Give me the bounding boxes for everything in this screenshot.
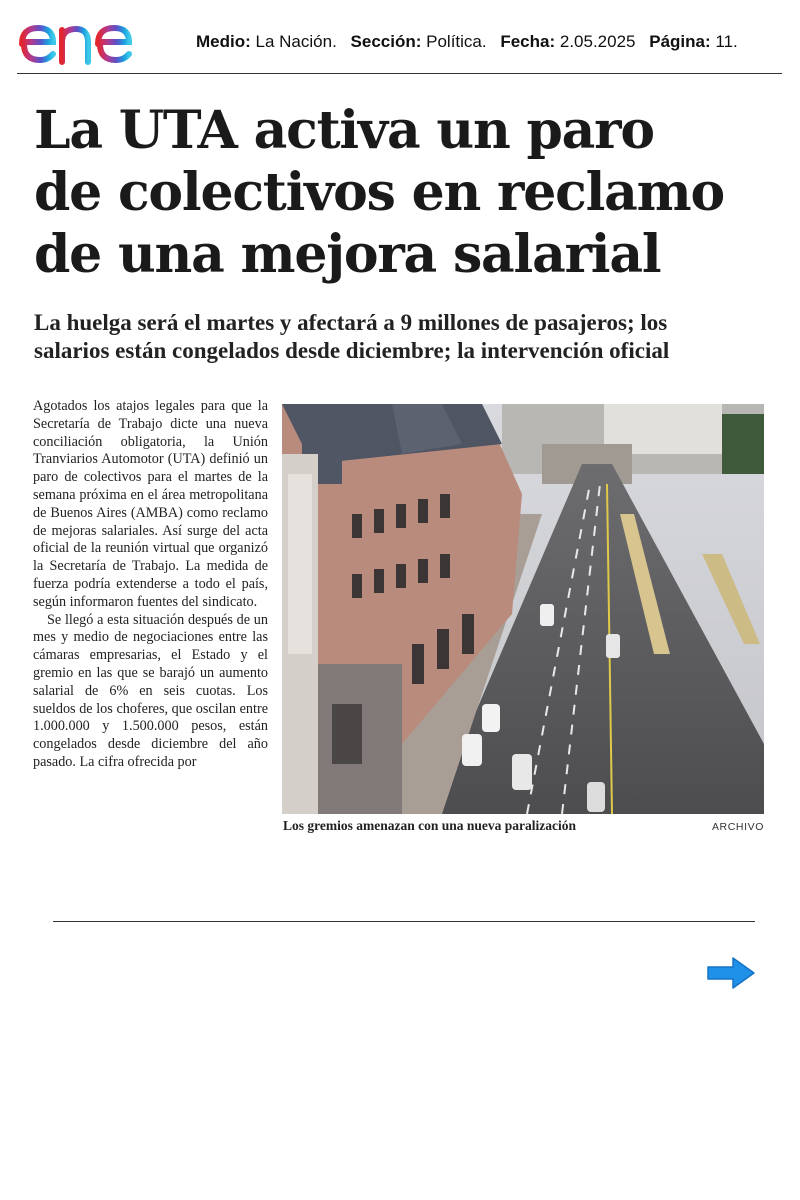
fecha-label: Fecha: [500,32,556,51]
article-headline [34,100,774,286]
right-arrow-icon[interactable] [705,956,757,990]
article-subheadline [34,309,774,365]
photo-credit: ARCHIVO [711,821,764,833]
seccion-value: Política. [426,32,487,51]
photo-caption: Los gremios amenazan con una nueva paralización [283,818,577,833]
pagina-value: 11. [715,32,738,51]
headline-line: La UTA activa un paro [34,100,654,161]
fecha-value: 2.05.2025 [559,32,636,51]
subhead-line: La huelga será el martes y afectará a 9 millones de pasajeros; los [34,310,668,335]
article-paragraph: Agotados los atajos legales para que la Secretaría de Trabajo dicte una nueva conciliación obligatoria, la Unión Tranviarios Automotor (UTA) definió un paro de colectivos para el martes de la semana próxima en el área metropolitana de Buenos Aires (AMBA) como reclamo de mejoras salariales. Así surge del acta oficial de la reunión virtual que organizó la Secretaría de Trabajo. La medida de fuerza podría extenderse a todo el país, según informaron fuentes del sindicato. [33,398,268,610]
enel-logo [16,8,172,70]
enel-logo-graphic [16,8,172,70]
article-paragraph: Se llegó a esta situación después de un mes y medio de negociaciones entre las cámaras empresarias, el Estado y el gremio en las que se barajó un aumento salarial de 6% en seis cuotas. Los sueldos de los choferes, que oscilan entre 1.000.000 y 1.500.000 pesos, están congelados desde diciembre del año pasado. La cifra ofrecida por [33,611,268,770]
pagina-label: Página: [649,32,711,51]
header-divider [17,73,782,74]
article-body [33,398,268,853]
subhead-line: salarios están congelados desde diciembre; la intervención oficial [34,338,670,363]
article-photo [282,404,764,814]
next-page-arrow-graphic [705,956,757,990]
seccion-label: Sección: [350,32,422,51]
headline-line: de colectivos en reclamo [34,162,724,223]
headline-line: de una mejora salarial [34,224,661,285]
street-photo-illustration [282,404,764,814]
medio-value: La Nación. [255,32,337,51]
medio-label: Medio: [196,32,251,51]
publication-metadata [196,32,738,52]
footer-divider [53,921,755,922]
